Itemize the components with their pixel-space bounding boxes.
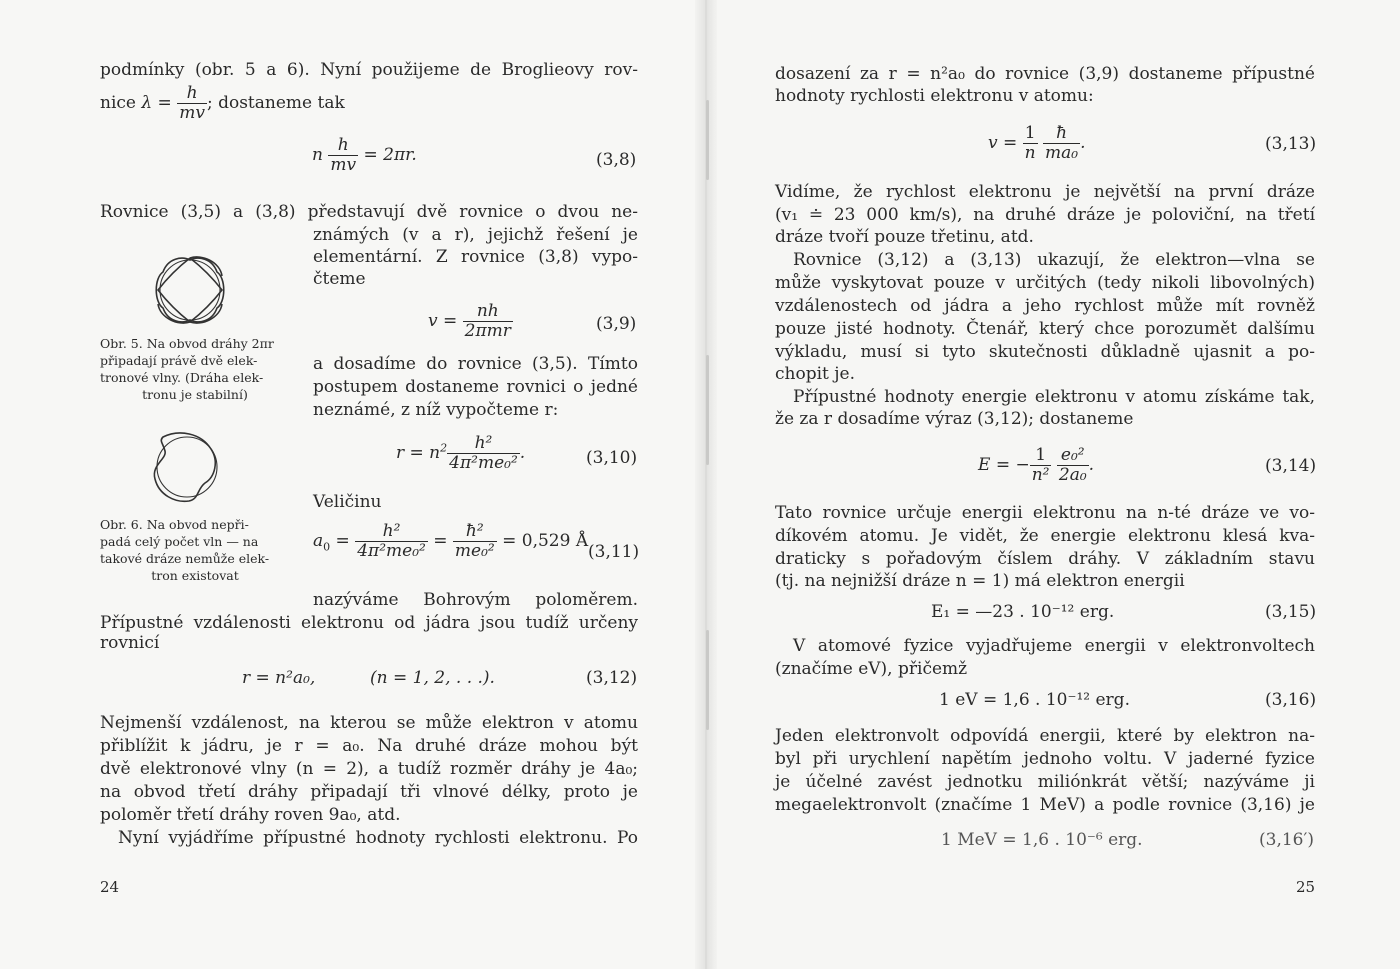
text-line: byl při urychlení napětím jednoho voltu. V jaderné fyzice bbox=[775, 749, 1315, 769]
denominator: n bbox=[1024, 143, 1036, 163]
fraction bbox=[1057, 446, 1089, 485]
figure-6-caption-line: takové dráze nemůže elek- bbox=[100, 551, 270, 566]
text-line: Nyní vyjádříme přípustné hodnoty rychlosti elektronu. Po bbox=[118, 828, 638, 848]
eq-part: . bbox=[519, 443, 526, 463]
text-line: že za r dosadíme výraz (3,12); dostaneme bbox=[775, 409, 1134, 429]
equation-number: (3,16′) bbox=[1259, 830, 1314, 850]
text-line: neznámé, z níž vypočteme r: bbox=[313, 400, 559, 420]
figure-6-caption-line: padá celý počet vln — na bbox=[100, 534, 259, 549]
text-line: (v₁ ≐ 23 000 km/s), na druhé dráze je poloviční, na třetí bbox=[775, 205, 1315, 225]
fraction bbox=[355, 522, 428, 561]
fraction bbox=[177, 84, 207, 123]
denominator: 4π²me₀² bbox=[449, 453, 518, 473]
text-line: megaelektronvolt (značíme 1 MeV) a podle rovnice (3,16) je bbox=[775, 795, 1315, 815]
figure-5-caption-line: tronové vlny. (Dráha elek- bbox=[100, 370, 264, 385]
text-line: hodnoty rychlosti elektronu v atomu: bbox=[775, 86, 1094, 106]
figure-6-caption-line: Obr. 6. Na obvod nepři- bbox=[100, 517, 249, 532]
wave-outline bbox=[156, 258, 224, 322]
denominator: 4π²me₀² bbox=[357, 541, 426, 561]
equation-3-14 bbox=[978, 446, 1094, 485]
eq-part: = bbox=[427, 531, 453, 551]
text-line: Přípustné hodnoty energie elektronu v atomu získáme tak, bbox=[793, 387, 1315, 407]
numerator: ħ bbox=[1043, 124, 1080, 144]
equation-3-11 bbox=[313, 522, 588, 561]
text-line: chopit je. bbox=[775, 364, 855, 384]
numerator: nh bbox=[463, 302, 513, 322]
figure-5-caption-line: Obr. 5. Na obvod dráhy 2πr bbox=[100, 336, 274, 351]
numerator: h² bbox=[447, 434, 520, 454]
text-line: známých (v a r), jejichž řešení je bbox=[313, 225, 638, 245]
figure-5-caption-line: připadají právě dvě elek- bbox=[100, 353, 258, 368]
eq-part: n bbox=[312, 145, 323, 165]
text-line: podmínky (obr. 5 a 6). Nyní použijeme de Broglieovy rov- bbox=[100, 60, 638, 80]
text-line: dvě elektronové vlny (n = 2), a tudíž rozměr dráhy je 4a₀; bbox=[100, 759, 638, 779]
text-line: čteme bbox=[313, 269, 366, 289]
denominator: mv bbox=[179, 103, 205, 123]
wave-outline bbox=[154, 433, 215, 501]
text-line: Rovnice (3,5) a (3,8) představují dvě rovnice o dvou ne- bbox=[100, 202, 638, 222]
text-line: nazýváme Bohrovým poloměrem. bbox=[313, 590, 638, 610]
text-line-de-broglie bbox=[100, 84, 345, 123]
numerator: h bbox=[177, 84, 207, 104]
text-line: výkladu, musí si tyto skutečnosti důkladně ujasnit a po- bbox=[775, 342, 1315, 362]
figure-6-caption-line: tron existovat bbox=[151, 568, 239, 583]
equation-number: (3,11) bbox=[588, 542, 640, 562]
eq-part: = 0,529 Å bbox=[496, 531, 589, 551]
text-span: nice bbox=[100, 93, 142, 113]
fraction bbox=[1030, 446, 1052, 485]
right-page bbox=[703, 0, 1400, 969]
text-line: Přípustné vzdálenosti elektronu od jádra jsou tudíž určeny bbox=[100, 613, 638, 633]
equation-3-12: r = n²a₀, bbox=[242, 668, 316, 688]
equation-3-9 bbox=[428, 302, 513, 341]
fraction bbox=[1023, 124, 1038, 163]
numerator: e₀² bbox=[1057, 446, 1089, 466]
eq-part: v = bbox=[428, 311, 463, 331]
text-line: poloměr třetí dráhy roven 9a₀, atd. bbox=[100, 805, 401, 825]
equation-3-13 bbox=[988, 124, 1086, 163]
text-span: ; dostaneme tak bbox=[206, 93, 345, 113]
equation-number: (3,12) bbox=[586, 668, 638, 688]
fraction bbox=[447, 434, 520, 473]
text-line: na obvod třetí dráhy připadají tři vlnové délky, proto je bbox=[100, 782, 638, 802]
eq-part: = bbox=[330, 531, 356, 551]
eq-part: . bbox=[1080, 133, 1086, 153]
numerator: h bbox=[328, 136, 358, 156]
text-line: draticky s pořadovým číslem dráhy. V základním stavu bbox=[775, 549, 1315, 569]
equation-3-15: E₁ = —23 . 10⁻¹² erg. bbox=[931, 602, 1115, 622]
eq-part: v = bbox=[988, 133, 1023, 153]
equation-number: (3,10) bbox=[586, 448, 638, 468]
equation-3-10 bbox=[396, 434, 525, 473]
text-line: Nejmenší vzdálenost, na kterou se může elektron v atomu bbox=[100, 713, 638, 733]
equation-number: (3,14) bbox=[1265, 456, 1317, 476]
orbit-circle bbox=[160, 260, 220, 320]
numerator: 1 bbox=[1030, 446, 1052, 466]
eq-part: = 2πr. bbox=[358, 145, 417, 165]
lambda-symbol: λ bbox=[141, 93, 153, 113]
denominator: 2a₀ bbox=[1058, 465, 1087, 485]
denominator: me₀² bbox=[454, 541, 495, 561]
figure-6-orbit-unstable bbox=[145, 425, 230, 510]
equation-number: (3,16) bbox=[1265, 690, 1317, 710]
text-line: dráze tvoří pouze třetinu, atd. bbox=[775, 227, 1034, 247]
text-line: Vidíme, že rychlost elektronu je největší na první dráze bbox=[775, 182, 1315, 202]
eq-part: E = − bbox=[978, 455, 1030, 475]
denominator: mv bbox=[330, 155, 357, 175]
text-line: (tj. na nejnižší dráze n = 1) má elektron energii bbox=[775, 571, 1185, 591]
eq-part: r = n bbox=[396, 443, 441, 463]
equation-number: (3,15) bbox=[1265, 602, 1317, 622]
equation-3-16: 1 eV = 1,6 . 10⁻¹² erg. bbox=[939, 690, 1130, 710]
page-number: 25 bbox=[1296, 878, 1316, 896]
figure-5-orbit-stable bbox=[150, 250, 230, 330]
equation-3-16-prime: 1 MeV = 1,6 . 10⁻⁶ erg. bbox=[941, 830, 1143, 850]
text-line: elementární. Z rovnice (3,8) vypo- bbox=[313, 247, 638, 267]
eq-part: a bbox=[313, 531, 324, 551]
equation-number: (3,9) bbox=[596, 314, 637, 334]
text-span: = bbox=[152, 93, 178, 113]
text-line: rovnicí bbox=[100, 633, 160, 653]
text-line: dosazení za r = n²a₀ do rovnice (3,9) dostaneme přípustné bbox=[775, 64, 1315, 84]
text-line: Tato rovnice určuje energii elektronu na n-té dráze ve vo- bbox=[775, 503, 1315, 523]
equation-number: (3,13) bbox=[1265, 134, 1317, 154]
numerator: ħ² bbox=[453, 522, 497, 542]
denominator: n² bbox=[1031, 465, 1050, 485]
equation-number: (3,8) bbox=[596, 150, 637, 170]
text-line: přiblížit k jádru, je r = a₀. Na druhé dráze mohou být bbox=[100, 736, 638, 756]
fraction bbox=[328, 136, 358, 175]
text-line: a dosadíme do rovnice (3,5). Tímto bbox=[313, 354, 638, 374]
denominator: ma₀ bbox=[1045, 143, 1079, 163]
figure-5-caption-line: tronu je stabilní) bbox=[142, 387, 248, 402]
text-line: Veličinu bbox=[313, 492, 382, 512]
text-line: může vyskytovat pouze v určitých (tedy nikoli libovolných) bbox=[775, 273, 1315, 293]
text-line: postupem dostaneme rovnici o jedné bbox=[313, 377, 638, 397]
fraction bbox=[453, 522, 497, 561]
text-line: Rovnice (3,12) a (3,13) ukazují, že elektron—vlna se bbox=[793, 250, 1315, 270]
text-line: pouze jisté hodnoty. Čtenář, který chce porozumět dalšímu bbox=[775, 319, 1315, 339]
fraction bbox=[463, 302, 513, 341]
numerator: h² bbox=[355, 522, 428, 542]
denominator: 2πmr bbox=[464, 321, 511, 341]
text-line: (značíme eV), přičemž bbox=[775, 659, 968, 679]
eq-part: . bbox=[1088, 455, 1095, 475]
exponent: 2 bbox=[440, 441, 448, 455]
text-line: Jeden elektronvolt odpovídá energii, které by elektron na- bbox=[775, 726, 1315, 746]
numerator: 1 bbox=[1023, 124, 1038, 144]
wave-path bbox=[158, 257, 222, 323]
equation-3-12-condition: (n = 1, 2, . . .). bbox=[370, 668, 495, 688]
page-number: 24 bbox=[100, 878, 120, 896]
text-line: V atomové fyzice vyjadřujeme energii v elektronvoltech bbox=[793, 636, 1315, 656]
text-line: vzdálenostech od jádra a jeho rychlost může mít rovněž bbox=[775, 296, 1315, 316]
text-line: je účelné zavést jednotku miliónkrát větší; nazýváme ji bbox=[775, 772, 1315, 792]
text-line: díkovém atomu. Je vidět, že energie elektronu klesá kva- bbox=[775, 526, 1315, 546]
equation-3-8 bbox=[312, 136, 417, 175]
fraction bbox=[1043, 124, 1080, 163]
subscript: 0 bbox=[323, 540, 331, 554]
